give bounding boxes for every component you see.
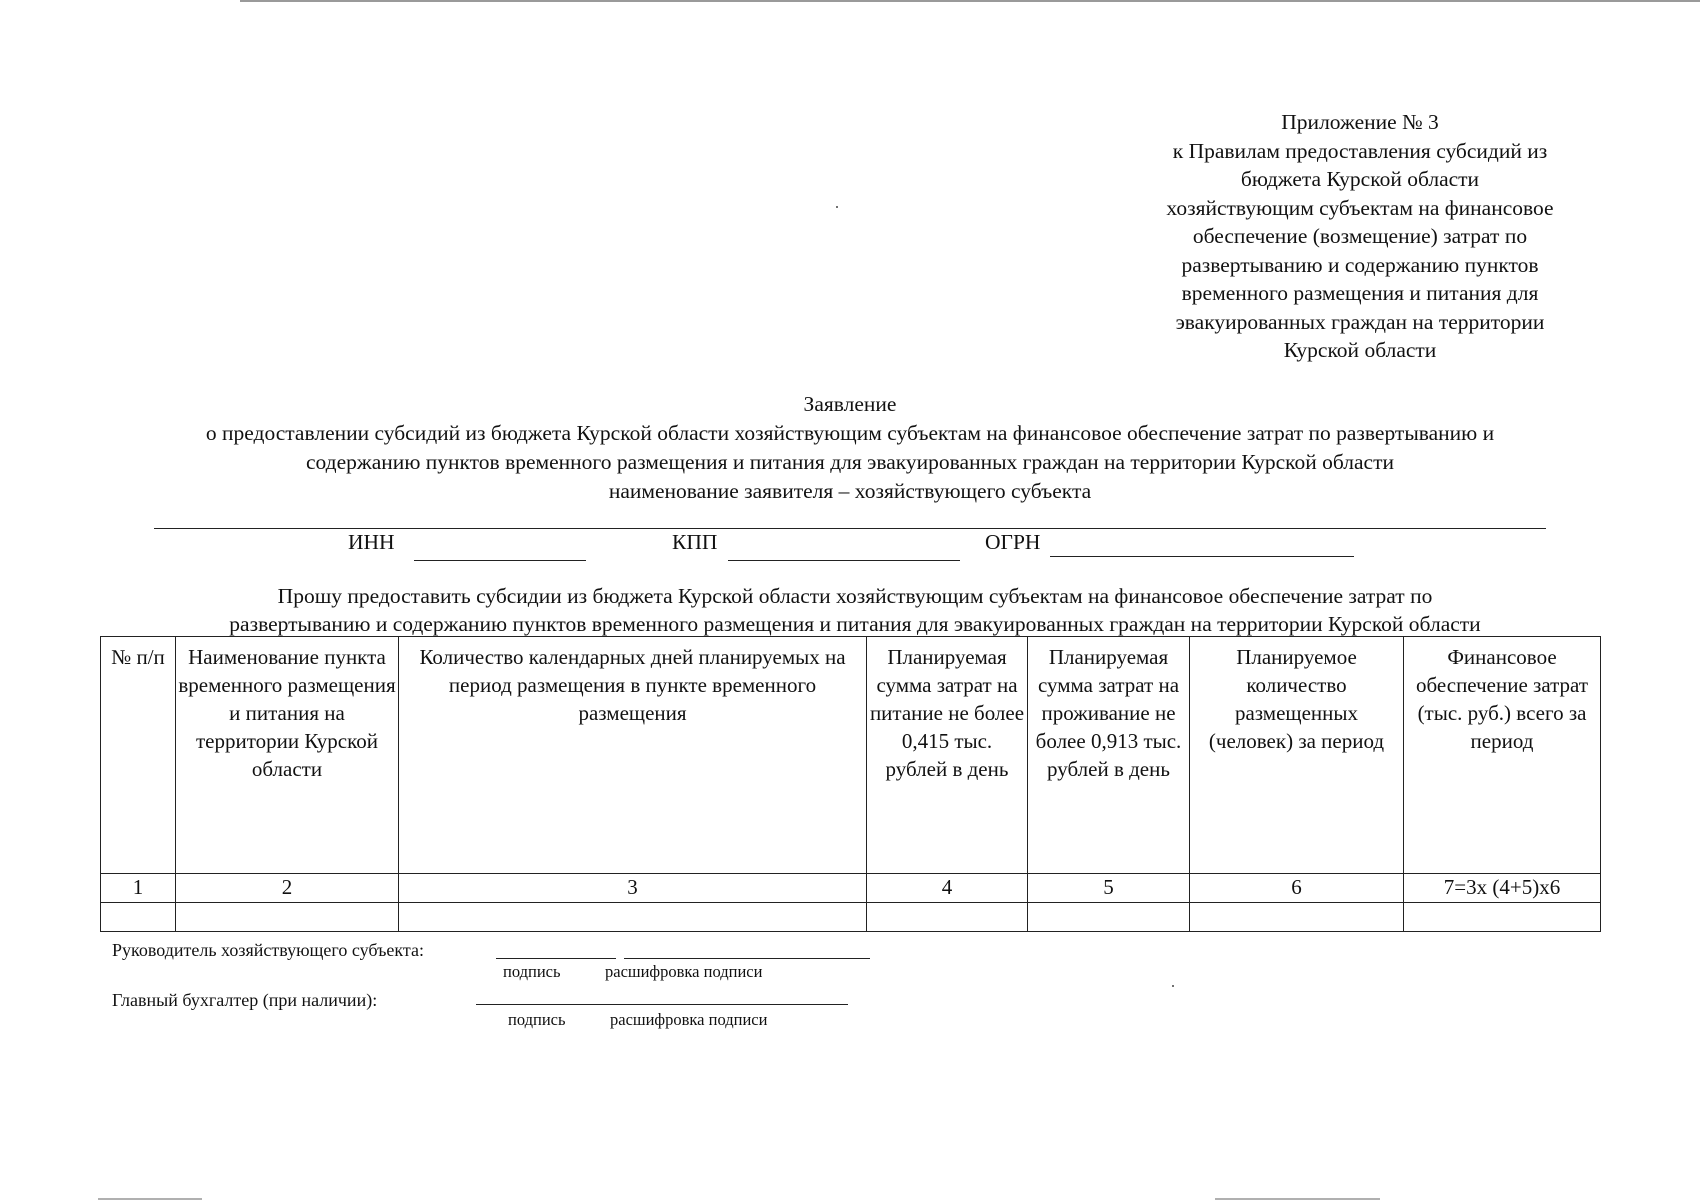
- ogrn-field[interactable]: [1050, 556, 1354, 557]
- column-number: 4: [867, 874, 1028, 903]
- appendix-block: [1130, 108, 1590, 365]
- column-header: Планируемая сумма затрат на питание не более 0,415 тыс. рублей в день: [867, 637, 1028, 874]
- column-header: Планируемая сумма затрат на проживание не более 0,913 тыс. рублей в день: [1028, 637, 1190, 874]
- appendix-line: Курской области: [1283, 338, 1437, 362]
- document-title: Заявление: [803, 392, 897, 416]
- appendix-line: обеспечение (возмещение) затрат по: [1192, 224, 1528, 248]
- signature-decode-caption: расшифровка подписи: [605, 962, 763, 981]
- column-number: 6: [1190, 874, 1404, 903]
- chief-accountant-label: Главный бухгалтер (при наличии):: [112, 990, 378, 1010]
- subsidy-table: [100, 636, 1601, 932]
- scan-speck: [1172, 985, 1174, 987]
- head-signature-decode-field[interactable]: [624, 958, 870, 959]
- appendix-line: к Правилам предоставления субсидий из: [1172, 138, 1548, 163]
- applicant-name-field[interactable]: [154, 528, 1546, 529]
- request-paragraph: [130, 582, 1580, 638]
- document-subtitle-line: содержанию пунктов временного размещения и питания для эвакуированных граждан на территории Курской области: [306, 450, 1394, 474]
- column-header: № п/п: [101, 637, 176, 874]
- signature-caption: подпись: [508, 1010, 566, 1029]
- kpp-label: КПП: [672, 530, 718, 554]
- column-number: 2: [176, 874, 399, 903]
- table-cell[interactable]: [1190, 903, 1404, 932]
- table-cell[interactable]: [1028, 903, 1190, 932]
- table-cell[interactable]: [399, 903, 867, 932]
- appendix-line: временного размещения и питания для: [1181, 281, 1539, 305]
- table-cell[interactable]: [1404, 903, 1601, 932]
- column-header: Количество календарных дней планируемых на период размещения в пункте временного размещения: [399, 637, 867, 874]
- head-signature-field[interactable]: [496, 958, 616, 959]
- signature-caption: подпись: [503, 962, 561, 981]
- table-header-row: [101, 637, 1601, 874]
- column-formula: 7=3х (4+5)х6: [1404, 874, 1601, 903]
- appendix-line: развертыванию и содержанию пунктов: [1181, 252, 1539, 277]
- column-header: Наименование пункта временного размещения и питания на территории Курской области: [176, 637, 399, 874]
- column-number: 1: [101, 874, 176, 903]
- appendix-line: бюджета Курской области: [1240, 167, 1480, 191]
- kpp-field[interactable]: [728, 560, 960, 561]
- column-number-row: [101, 874, 1601, 903]
- appendix-line: Приложение № 3: [1281, 110, 1439, 134]
- column-header: Планируемое количество размещенных (человек) за период: [1190, 637, 1404, 874]
- appendix-line: хозяйствующим субъектам на финансовое: [1166, 195, 1554, 220]
- inn-field[interactable]: [414, 560, 586, 561]
- scan-edge-top: [240, 0, 1700, 2]
- table-cell[interactable]: [867, 903, 1028, 932]
- table-cell[interactable]: [101, 903, 176, 932]
- inn-label: ИНН: [348, 530, 395, 554]
- scan-speck: [836, 206, 838, 208]
- application-heading: [80, 390, 1620, 506]
- head-of-entity-label: Руководитель хозяйствующего субъекта:: [112, 940, 424, 960]
- ogrn-label: ОГРН: [985, 530, 1041, 554]
- table-row[interactable]: [101, 903, 1601, 932]
- document-subtitle-line: о предоставлении субсидий из бюджета Курской области хозяйствующим субъектам на финансовое обеспечение затрат по развертыванию и: [205, 421, 1495, 445]
- column-header: Финансовое обеспечение затрат (тыс. руб.) всего за период: [1404, 637, 1601, 874]
- signature-decode-caption: расшифровка подписи: [610, 1010, 768, 1029]
- request-line: Прошу предоставить субсидии из бюджета Курской области хозяйствующим субъектам на финансовое обеспечение затрат по: [277, 584, 1433, 608]
- appendix-line: эвакуированных граждан на территории: [1175, 309, 1545, 334]
- table-cell[interactable]: [176, 903, 399, 932]
- column-number: 5: [1028, 874, 1190, 903]
- accountant-signature-field[interactable]: [476, 1004, 848, 1005]
- request-line: развертыванию и содержанию пунктов временного размещения и питания для эвакуированных граждан на территории Курской области: [229, 612, 1481, 636]
- applicant-name-caption: наименование заявителя – хозяйствующего субъекта: [608, 479, 1092, 503]
- column-number: 3: [399, 874, 867, 903]
